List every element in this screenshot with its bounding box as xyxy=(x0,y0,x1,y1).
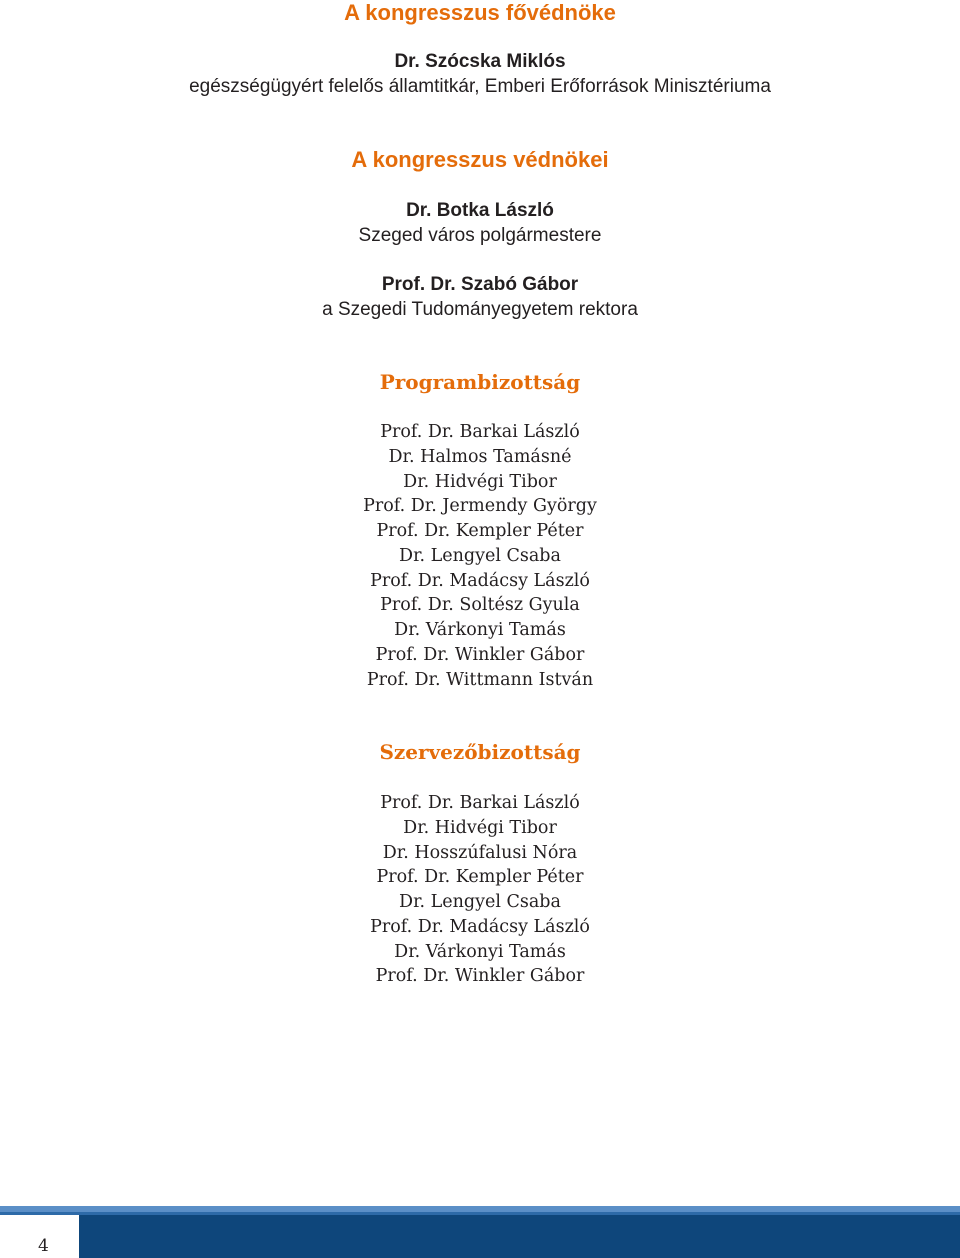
list-item: Dr. Hidvégi Tibor xyxy=(403,817,557,838)
list-item: Prof. Dr. Kempler Péter xyxy=(376,867,584,888)
list-item: Prof. Dr. Barkai László xyxy=(380,793,580,813)
patron-2-title: a Szegedi Tudományegyetem rektora xyxy=(322,299,638,320)
patron-1-title: Szeged város polgármestere xyxy=(358,225,602,246)
list-item: Dr. Lengyel Csaba xyxy=(399,892,561,912)
organizing-committee-heading: Szervezőbizottság xyxy=(379,740,581,764)
list-item: Prof. Dr. Madácsy László xyxy=(370,570,590,591)
list-item: Dr. Várkonyi Tamás xyxy=(394,620,566,640)
list-item: Prof. Dr. Kempler Péter xyxy=(376,521,584,541)
list-item: Dr. Halmos Tamásné xyxy=(388,446,572,467)
list-item: Prof. Dr. Madácsy László xyxy=(370,916,590,937)
patron-title: egészségügyért felelős államtitkár, Emberi Erőforrások Minisztériuma xyxy=(189,76,771,97)
list-item: Prof. Dr. Jermendy György xyxy=(363,496,597,517)
list-item: Prof. Dr. Barkai László xyxy=(380,422,580,442)
patron-1-name: Dr. Botka László xyxy=(406,200,554,221)
program-committee-list xyxy=(0,420,960,692)
list-item: Dr. Lengyel Csaba xyxy=(399,545,561,566)
list-item: Dr. Hosszúfalusi Nóra xyxy=(382,842,578,863)
list-item: Prof. Dr. Wittmann István xyxy=(366,669,594,690)
list-item: Dr. Hidvégi Tibor xyxy=(403,471,557,492)
program-committee-heading: Programbizottság xyxy=(379,370,581,394)
list-item: Dr. Várkonyi Tamás xyxy=(394,941,566,962)
footer-bar xyxy=(0,1215,960,1258)
list-item: Prof. Dr. Soltész Gyula xyxy=(380,595,580,616)
list-item: Prof. Dr. Winkler Gábor xyxy=(375,644,585,665)
patron-2-name: Prof. Dr. Szabó Gábor xyxy=(381,274,579,295)
patron-heading: A kongresszus fővédnöke xyxy=(344,0,616,25)
page-number: 4 xyxy=(38,1236,49,1256)
list-item: Prof. Dr. Winkler Gábor xyxy=(375,966,585,987)
organizing-committee-list xyxy=(0,791,960,989)
patrons-heading: A kongresszus védnökei xyxy=(351,147,609,172)
patron-name: Dr. Szócska Miklós xyxy=(394,51,566,72)
